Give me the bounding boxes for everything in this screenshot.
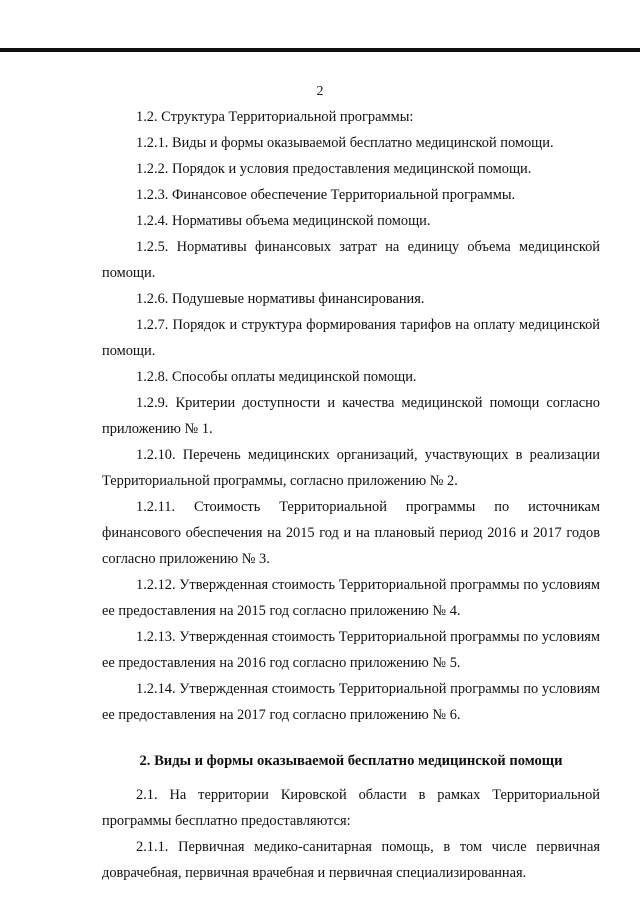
item-2-1-1: 2.1.1. Первичная медико-санитарная помощь, в том числе первичная доврачебная, первичная врачебная и первичная специализированная. bbox=[102, 839, 600, 881]
item-1-2-3: 1.2.3. Финансовое обеспечение Территориальной программы. bbox=[136, 187, 516, 203]
item-1-2-11: 1.2.11. Стоимость Территориальной программы по источникам финансового обеспечения на 2015 год и на плановый период 2016 и 2017 годов согласно приложению № 3. bbox=[102, 499, 600, 567]
top-rule bbox=[0, 48, 640, 52]
page-number: 2 bbox=[316, 84, 324, 99]
document-body bbox=[102, 104, 600, 886]
item-1-2-10: 1.2.10. Перечень медицинских организаций, участвующих в реализации Территориальной программы, согласно приложению № 2. bbox=[102, 447, 600, 489]
item-1-2: 1.2. Структура Территориальной программы: bbox=[136, 109, 414, 125]
item-1-2-4: 1.2.4. Нормативы объема медицинской помощи. bbox=[136, 213, 431, 229]
item-1-2-14: 1.2.14. Утвержденная стоимость Территориальной программы по условиям ее предоставления на 2017 год согласно приложению № 6. bbox=[102, 681, 600, 723]
item-1-2-12: 1.2.12. Утвержденная стоимость Территориальной программы по условиям ее предоставления на 2015 год согласно приложению № 4. bbox=[102, 577, 600, 619]
item-1-2-13: 1.2.13. Утвержденная стоимость Территориальной программы по условиям ее предоставления на 2016 год согласно приложению № 5. bbox=[102, 629, 600, 671]
item-1-2-1: 1.2.1. Виды и формы оказываемой бесплатно медицинской помощи. bbox=[136, 135, 554, 151]
item-1-2-2: 1.2.2. Порядок и условия предоставления медицинской помощи. bbox=[136, 161, 532, 177]
item-1-2-9: 1.2.9. Критерии доступности и качества медицинской помощи согласно приложению № 1. bbox=[102, 395, 600, 437]
item-1-2-7: 1.2.7. Порядок и структура формирования тарифов на оплату медицинской помощи. bbox=[102, 317, 600, 359]
item-2-1: 2.1. На территории Кировской области в рамках Территориальной программы бесплатно предоставляются: bbox=[102, 787, 600, 829]
item-1-2-8: 1.2.8. Способы оплаты медицинской помощи. bbox=[136, 369, 417, 385]
section-heading: 2. Виды и формы оказываемой бесплатно медицинской помощи bbox=[139, 753, 563, 769]
item-1-2-6: 1.2.6. Подушевые нормативы финансирования. bbox=[136, 291, 425, 307]
item-1-2-5: 1.2.5. Нормативы финансовых затрат на единицу объема медицинской помощи. bbox=[102, 239, 600, 281]
